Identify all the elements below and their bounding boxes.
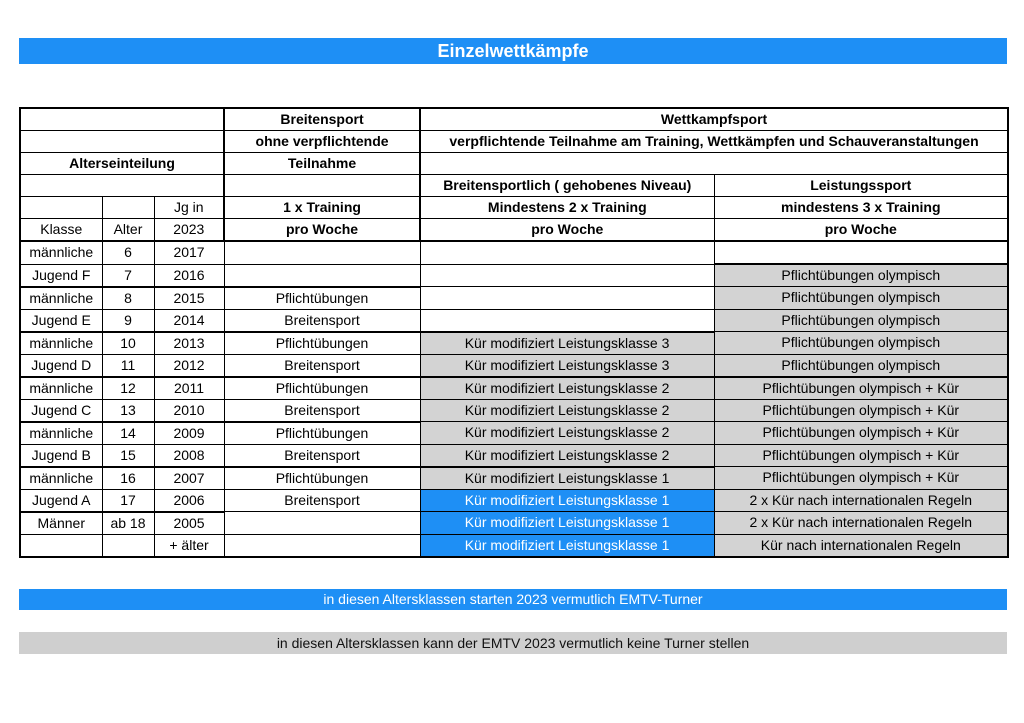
cell-alter: 6 <box>102 241 154 264</box>
table-row <box>20 332 1008 355</box>
cell-klasse <box>20 534 102 557</box>
cell-klasse: Männer <box>20 512 102 535</box>
cell-bsl: Kür modifiziert Leistungsklasse 1 <box>420 534 714 557</box>
cell-breitensport <box>224 512 420 535</box>
cell-alter: 10 <box>102 332 154 355</box>
cell-jg: + älter <box>154 534 224 557</box>
cell-ls: Pflichtübungen olympisch + Kür <box>714 444 1008 467</box>
legend-gray-no-emtv: in diesen Altersklassen kann der EMTV 2023 vermutlich keine Turner stellen <box>19 632 1007 654</box>
cell-alter: 15 <box>102 444 154 467</box>
cell-alter: 12 <box>102 377 154 400</box>
page-title: Einzelwettkämpfe <box>19 38 1007 64</box>
cell-jg: 2012 <box>154 354 224 377</box>
cell-breitensport: Breitensport <box>224 444 420 467</box>
cell-ls: 2 x Kür nach internationalen Regeln <box>714 512 1008 535</box>
cell-bsl: Kür modifiziert Leistungsklasse 2 <box>420 422 714 445</box>
table-row <box>20 309 1008 332</box>
cell-ls: Pflichtübungen olympisch <box>714 354 1008 377</box>
table-row <box>20 377 1008 400</box>
cell-klasse: männliche <box>20 377 102 400</box>
cell-breitensport: Breitensport <box>224 354 420 377</box>
cell-bsl: Kür modifiziert Leistungsklasse 3 <box>420 354 714 377</box>
cell-bsl: Kür modifiziert Leistungsklasse 3 <box>420 332 714 355</box>
cell-klasse: männliche <box>20 467 102 490</box>
cell-ls: Kür nach internationalen Regeln <box>714 534 1008 557</box>
cell-bsl: Kür modifiziert Leistungsklasse 2 <box>420 377 714 400</box>
cell-breitensport: Pflichtübungen <box>224 287 420 310</box>
table-row <box>20 444 1008 467</box>
cell-ls: Pflichtübungen olympisch <box>714 309 1008 332</box>
header-ls-woche: pro Woche <box>714 219 1008 242</box>
cell-breitensport <box>224 241 420 264</box>
cell-jg: 2006 <box>154 489 224 512</box>
table-row <box>20 534 1008 557</box>
header-ls-title: Leistungssport <box>714 175 1008 197</box>
cell-alter: 9 <box>102 309 154 332</box>
table-row <box>20 489 1008 512</box>
header-klasse: Klasse <box>20 219 102 242</box>
header-jg-line1: Jg in <box>154 197 224 219</box>
cell-jg: 2007 <box>154 467 224 490</box>
header-bsl-title: Breitensportlich ( gehobenes Niveau) <box>420 175 714 197</box>
cell-bsl: Kür modifiziert Leistungsklasse 2 <box>420 444 714 467</box>
cell-jg: 2015 <box>154 287 224 310</box>
cell-alter: 17 <box>102 489 154 512</box>
cell-alter: 8 <box>102 287 154 310</box>
cell-breitensport: Pflichtübungen <box>224 467 420 490</box>
cell-bsl <box>420 264 714 287</box>
header-breitensport-training: 1 x Training <box>224 197 420 219</box>
header-alterseinteilung: Alterseinteilung <box>20 153 224 175</box>
table-row <box>20 422 1008 445</box>
table-row <box>20 512 1008 535</box>
cell-jg: 2017 <box>154 241 224 264</box>
cell-jg: 2010 <box>154 399 224 422</box>
cell-bsl <box>420 287 714 310</box>
cell-alter: 16 <box>102 467 154 490</box>
cell-klasse: Jugend A <box>20 489 102 512</box>
cell-bsl <box>420 309 714 332</box>
cell-klasse: Jugend F <box>20 264 102 287</box>
header-bsl-woche: pro Woche <box>420 219 714 242</box>
header-wettkampf-title: Wettkampfsport <box>420 108 1008 131</box>
cell-ls: Pflichtübungen olympisch <box>714 287 1008 310</box>
age-class-table <box>19 107 1009 558</box>
cell-bsl: Kür modifiziert Leistungsklasse 2 <box>420 399 714 422</box>
header-bsl-training: Mindestens 2 x Training <box>420 197 714 219</box>
cell-ls: 2 x Kür nach internationalen Regeln <box>714 489 1008 512</box>
cell-breitensport: Pflichtübungen <box>224 422 420 445</box>
header-wettkampf-sub: verpflichtende Teilnahme am Training, Wettkämpfen und Schauveranstaltungen <box>420 131 1008 153</box>
header-alter: Alter <box>102 219 154 242</box>
table-row <box>20 241 1008 264</box>
cell-breitensport: Breitensport <box>224 399 420 422</box>
cell-breitensport: Pflichtübungen <box>224 332 420 355</box>
cell-alter: 7 <box>102 264 154 287</box>
cell-jg: 2014 <box>154 309 224 332</box>
cell-jg: 2011 <box>154 377 224 400</box>
cell-klasse: Jugend E <box>20 309 102 332</box>
cell-bsl <box>420 241 714 264</box>
table-row <box>20 264 1008 287</box>
cell-klasse: männliche <box>20 241 102 264</box>
table-row <box>20 287 1008 310</box>
cell-ls: Pflichtübungen olympisch + Kür <box>714 377 1008 400</box>
cell-alter <box>102 534 154 557</box>
cell-alter: 13 <box>102 399 154 422</box>
cell-klasse: männliche <box>20 332 102 355</box>
header-ls-training: mindestens 3 x Training <box>714 197 1008 219</box>
cell-alter: 14 <box>102 422 154 445</box>
cell-alter: 11 <box>102 354 154 377</box>
cell-klasse: Jugend C <box>20 399 102 422</box>
cell-ls: Pflichtübungen olympisch <box>714 332 1008 355</box>
cell-jg: 2009 <box>154 422 224 445</box>
header-breitensport-woche: pro Woche <box>224 219 420 242</box>
cell-breitensport: Breitensport <box>224 309 420 332</box>
table-row <box>20 467 1008 490</box>
cell-klasse: männliche <box>20 287 102 310</box>
cell-breitensport: Pflichtübungen <box>224 377 420 400</box>
cell-alter: ab 18 <box>102 512 154 535</box>
cell-breitensport <box>224 264 420 287</box>
cell-breitensport <box>224 534 420 557</box>
cell-jg: 2008 <box>154 444 224 467</box>
cell-ls: Pflichtübungen olympisch <box>714 264 1008 287</box>
table-row <box>20 399 1008 422</box>
cell-jg: 2016 <box>154 264 224 287</box>
legend-blue-emtv-starts: in diesen Altersklassen starten 2023 vermutlich EMTV-Turner <box>19 589 1007 610</box>
cell-bsl: Kür modifiziert Leistungsklasse 1 <box>420 512 714 535</box>
cell-ls: Pflichtübungen olympisch + Kür <box>714 422 1008 445</box>
cell-ls: Pflichtübungen olympisch + Kür <box>714 399 1008 422</box>
header-breitensport-sub1: ohne verpflichtende <box>224 131 420 153</box>
cell-jg: 2013 <box>154 332 224 355</box>
header-breitensport-sub2: Teilnahme <box>224 153 420 175</box>
table-row <box>20 354 1008 377</box>
header-breitensport-title: Breitensport <box>224 108 420 131</box>
cell-klasse: männliche <box>20 422 102 445</box>
cell-bsl: Kür modifiziert Leistungsklasse 1 <box>420 489 714 512</box>
cell-ls <box>714 241 1008 264</box>
cell-breitensport: Breitensport <box>224 489 420 512</box>
header-jg-line2: 2023 <box>154 219 224 242</box>
cell-bsl: Kür modifiziert Leistungsklasse 1 <box>420 467 714 490</box>
cell-klasse: Jugend D <box>20 354 102 377</box>
cell-ls: Pflichtübungen olympisch + Kür <box>714 467 1008 490</box>
cell-klasse: Jugend B <box>20 444 102 467</box>
cell-jg: 2005 <box>154 512 224 535</box>
